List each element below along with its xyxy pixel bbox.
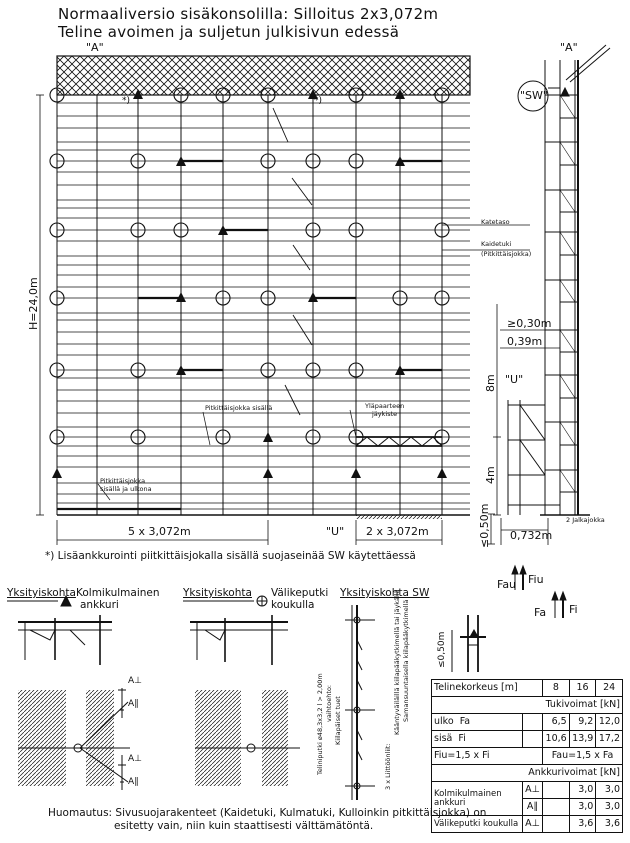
sw-vertical-1: Teliniputki ø48,3x3,2 l > 2,00m (316, 673, 324, 775)
dim-050: ≤0,50m (478, 503, 491, 548)
label-kaidetuki-sub: (Pitkittäisjokka) (481, 250, 532, 258)
sw-label: "SW" (520, 89, 548, 102)
dim-039: 0,39m (507, 335, 543, 348)
dim-8m: 8m (484, 374, 497, 392)
bridge-truss (356, 437, 442, 446)
table-row: Kolmikulmainen ankkuri A⊥ 3,0 3,0 (432, 782, 623, 799)
table-detail-drawing (452, 615, 486, 672)
label-yla-2: jäykiste (372, 410, 398, 418)
ledgers (57, 95, 470, 515)
sw-vertical-3: Kiilapäiset tuet (334, 696, 342, 745)
dim-4m: 4m (484, 466, 497, 484)
leader-lines (98, 225, 560, 500)
height-label: H=24,0m (27, 277, 40, 330)
detail1-text-2: ankkuri (80, 599, 119, 611)
label-pitk-both-2: sisällä ja ulkona (100, 485, 152, 493)
a-perp-1: A⊥ (128, 676, 142, 686)
footnote: *) Lisäankkurointi piitkittäisjokalla sisällä suojaseinää SW käytettäessä (45, 550, 416, 562)
dim-0732: 0,732m (510, 529, 553, 542)
detail2-text-2: koukulla (271, 599, 315, 611)
height-16: 16 (569, 680, 596, 697)
force-fi: Fi (569, 603, 578, 616)
detail2-drawing (183, 596, 300, 786)
section-a-mark: "A" (86, 41, 104, 54)
main-elevation (57, 56, 470, 519)
row-kolmi-label: Kolmikulmainen ankkuri (432, 782, 523, 816)
sw-vertical-4: 3 x Liittöönliit: (384, 743, 392, 790)
title-line-2: Teline avoimen ja suljetun julkisivun edessä (58, 23, 400, 41)
detail1-title: Yksityiskohta (7, 587, 76, 599)
label-jalkajokka: 2 Jalkajokka (566, 516, 605, 524)
table-row: Fiu=1,5 x Fi Fau=1,5 x Fa (432, 748, 623, 765)
row-ulko-label: ulko Fa (432, 714, 523, 731)
coupler-circles (50, 88, 449, 444)
anchor-title: Ankkurivoimat [kN] (432, 765, 623, 782)
standards (57, 95, 442, 515)
table-header-row (432, 680, 623, 697)
star-note-1: *) (122, 96, 131, 106)
a-par-2: A∥ (128, 777, 139, 787)
detail-sw-drawing (345, 605, 375, 800)
sw-vertical-6: Samansuuntaisella kiilapääkytkimellä (402, 599, 410, 722)
span-left: 5 x 3,072m (128, 525, 191, 538)
label-katetaso: Katetaso (481, 218, 510, 226)
a-perp-2: A⊥ (128, 754, 142, 764)
dim-030: ≥0,30m (507, 317, 552, 330)
support-title: Tukivoimat [kN] (432, 697, 623, 714)
detail1-drawing (7, 596, 130, 790)
table-header-label: Telinekorkeus [m] (432, 680, 543, 697)
sw-vertical-2: vaihtoehto: (325, 684, 333, 722)
a-par-1: A∥ (128, 699, 139, 709)
table-row: ulko Fa 6,5 9,2 12,0 (432, 714, 623, 731)
note-line-2: esitetty vain, niin kuin staattisesti välttämätöntä. (114, 820, 374, 832)
force-fiu: Fiu (528, 573, 544, 586)
section-u-mark: "U" (326, 525, 345, 538)
table-support-title-row (432, 697, 623, 714)
label-kaidetuki: Kaidetuki (481, 240, 512, 248)
detail1-text-1: Kolmikulmainen (76, 587, 160, 599)
height-24: 24 (596, 680, 623, 697)
detail3-title: Yksityiskohta SW (340, 587, 430, 599)
title-line-1: Normaaliversio sisäkonsolilla: Silloitus 2x3,072m (58, 5, 439, 23)
force-fa: Fa (534, 606, 547, 619)
sw-vertical-5: Kääntyväiläillä kiilapääkytkimellä tai jäykällä (393, 589, 401, 735)
note-line-1: Huomautus: Sivusuojarakenteet (Kaidetuki, Kulmatuki, Kulloinkin pitkittäisjokka) on (48, 807, 487, 819)
section-u-mark-side: "U" (505, 373, 524, 386)
table-row: sisä Fi 10,6 13,9 17,2 (432, 731, 623, 748)
side-section (508, 45, 610, 515)
force-fau: Fau (497, 578, 517, 591)
section-a-mark-right: "A" (560, 41, 578, 54)
star-note-2: *) (314, 96, 323, 106)
detail2-title: Yksityiskohta (183, 587, 252, 599)
decks (57, 161, 442, 509)
table-row: A∥ 3,0 3,0 (432, 799, 623, 816)
label-pitk-both-1: Pitkittäisjokka (100, 477, 146, 485)
span-right: 2 x 3,072m (366, 525, 429, 538)
height-8: 8 (543, 680, 570, 697)
detail2-text-1: Välikeputki (271, 587, 329, 599)
table-anchor-title-row (432, 765, 623, 782)
table-row: Välikeputki koukulla A⊥ 3,6 3,6 (432, 816, 623, 833)
label-pitk-inside: Pitkittäisjokka sisällä (205, 404, 273, 412)
triangle-anchors (52, 89, 447, 478)
label-yla-1: Yläpaarteen (365, 402, 405, 410)
small-dim: ≤0,50m (437, 631, 447, 668)
row-sisa-label: sisä Fi (432, 731, 523, 748)
